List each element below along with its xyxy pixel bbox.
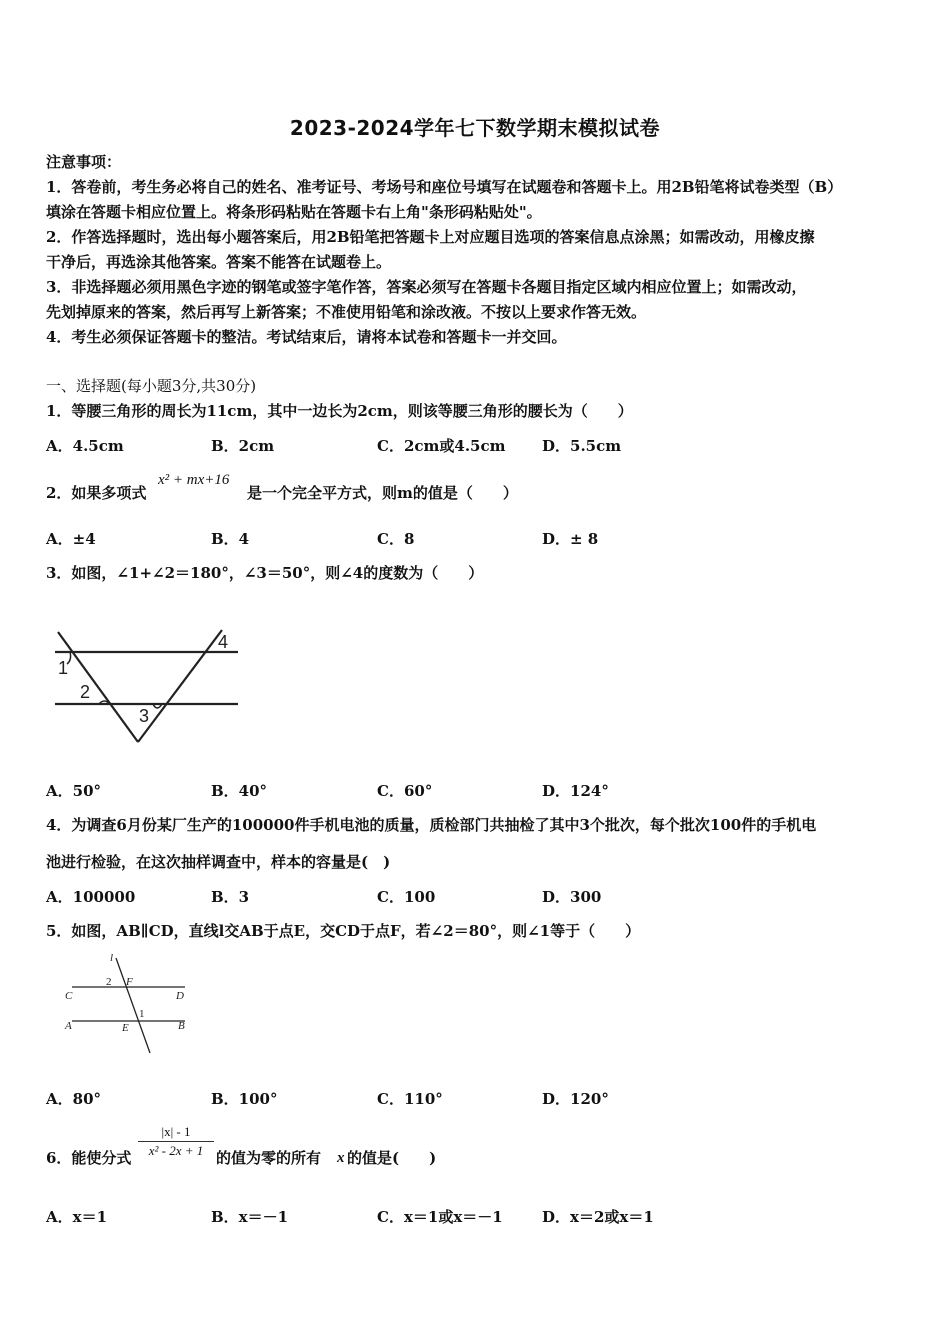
q5-label-d: D [176, 990, 184, 1002]
page-title: 2023-2024学年七下数学期末模拟试卷 [289, 116, 661, 140]
q6-denominator: x² - 2x + 1 [148, 1143, 204, 1158]
notice-line: 3．非选择题必须用黑色字迹的钢笔或签字笔作答，答案必须写在答题卡各题目指定区域内相应位置上；如需改动， [46, 278, 807, 296]
q5-option-d: D．120° [542, 1090, 609, 1108]
q6-option-d: D．x＝2或x＝1 [542, 1208, 654, 1226]
q2-option-c: C．8 [377, 530, 415, 548]
q5-parallel-lines-figure [60, 950, 200, 1056]
q4-option-a: A．100000 [46, 888, 136, 906]
q2-option-a: A．±4 [46, 530, 96, 548]
q5-option-a: A．80° [46, 1090, 102, 1108]
q4-option-b: B．3 [211, 888, 250, 906]
q3-label-3: 3 [139, 706, 150, 726]
question-6-stem-post: 的值为零的所有 [216, 1149, 322, 1167]
q6-variable: x [337, 1150, 345, 1166]
notice-line: 2．作答选择题时，选出每小题答案后，用2B铅笔把答题卡上对应题目选项的答案信息点涂黑；如需改动，用橡皮擦 [46, 228, 815, 246]
q5-label-1: 1 [139, 1008, 145, 1020]
q1-option-a: A．4.5cm [46, 437, 124, 455]
notice-line: 1．答卷前，考生务必将自己的姓名、准考证号、考场号和座位号填写在试题卷和答题卡上。用2B铅笔将试卷类型（B） [46, 178, 843, 196]
question-4-stem-line1: 4．为调查6月份某厂生产的100000件手机电池的质量，质检部门共抽检了其中3个批次，每个批次100件的手机电 [46, 816, 817, 834]
notice-heading: 注意事项： [46, 153, 122, 171]
notice-line: 填涂在答题卡相应位置上。将条形码粘贴在答题卡右上角"条形码粘贴处"。 [46, 203, 542, 221]
q5-line-l [116, 958, 150, 1053]
q3-option-c: C．60° [377, 782, 433, 800]
q3-right-transversal [138, 630, 222, 742]
q5-option-c: C．110° [377, 1090, 443, 1108]
question-2-stem-post: 是一个完全平方式，则m的值是（ ） [247, 484, 518, 502]
q5-label-2: 2 [106, 976, 112, 988]
question-3-stem: 3．如图，∠1+∠2＝180°，∠3＝50°，则∠4的度数为（ ） [46, 564, 484, 582]
q2-option-b: B．4 [211, 530, 250, 548]
question-2-stem-pre: 2．如果多项式 [46, 484, 147, 502]
q4-option-d: D．300 [542, 888, 602, 906]
q5-label-b: B [178, 1020, 185, 1032]
question-6-stem-pre: 6．能使分式 [46, 1149, 132, 1167]
question-5-stem: 5．如图，AB∥CD，直线l交AB于点E，交CD于点F，若∠2＝80°，则∠1等于（ ） [46, 922, 641, 940]
q3-label-1: 1 [58, 658, 69, 678]
q5-label-f: F [126, 976, 133, 988]
q2-polynomial: x² + mx+16 [158, 472, 230, 488]
q5-option-b: B．100° [211, 1090, 278, 1108]
question-1-stem: 1．等腰三角形的周长为11cm，其中一边长为2cm，则该等腰三角形的腰长为（ ） [46, 402, 633, 420]
q5-label-l: l [110, 952, 114, 964]
notice-line: 干净后，再选涂其他答案。答案不能答在试题卷上。 [46, 253, 392, 271]
q3-option-d: D．124° [542, 782, 609, 800]
q1-option-d: D．5.5cm [542, 437, 622, 455]
q6-fraction [138, 1124, 214, 1159]
q4-option-c: C．100 [377, 888, 436, 906]
section-heading: 一、选择题(每小题3分,共30分) [46, 377, 257, 395]
q3-label-4: 4 [218, 632, 229, 652]
q6-option-b: B．x＝－1 [211, 1208, 289, 1226]
q6-option-c: C．x＝1或x＝－1 [377, 1208, 503, 1226]
q3-parallel-lines-figure [50, 622, 250, 750]
q3-option-a: A．50° [46, 782, 102, 800]
q6-numerator: |x| - 1 [138, 1124, 214, 1142]
q2-option-d: D．± 8 [542, 530, 599, 548]
q3-option-b: B．40° [211, 782, 268, 800]
question-4-stem-line2: 池进行检验，在这次抽样调查中，样本的容量是( ) [46, 853, 391, 871]
q6-option-a: A．x＝1 [46, 1208, 108, 1226]
q5-label-a: A [65, 1020, 72, 1032]
q1-option-b: B．2cm [211, 437, 275, 455]
notice-line: 4．考生必须保证答题卡的整洁。考试结束后，请将本试卷和答题卡一并交回。 [46, 328, 567, 346]
q5-label-c: C [65, 990, 73, 1002]
q1-option-c: C．2cm或4.5cm [377, 437, 506, 455]
notice-line: 先划掉原来的答案，然后再写上新答案；不准使用铅笔和涂改液。不按以上要求作答无效。 [46, 303, 647, 321]
q3-label-2: 2 [80, 682, 91, 702]
question-6-stem-end: 的值是( ) [347, 1149, 437, 1167]
q5-label-e: E [122, 1022, 129, 1034]
q3-left-transversal [58, 632, 138, 742]
